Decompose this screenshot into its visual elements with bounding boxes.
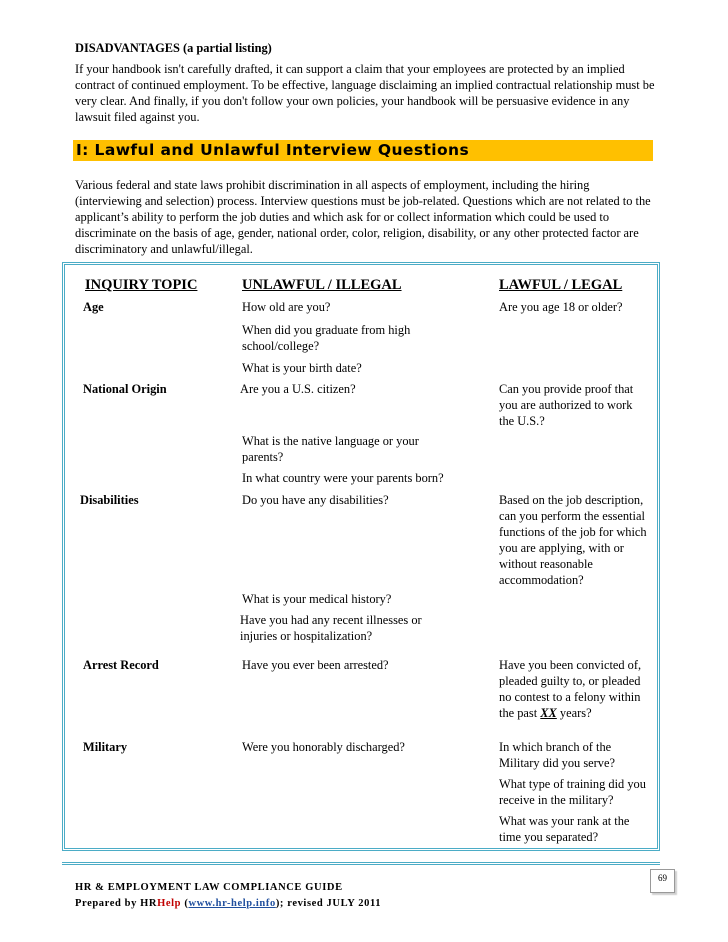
military-unlawful-1: Were you honorably discharged? [242, 740, 405, 754]
national-origin-lawful-1: Can you provide proof that you are authorized to work the U.S.? [499, 382, 634, 428]
header-unlawful: UNLAWFUL / ILLEGAL [242, 277, 402, 293]
arrest-record-lawful-1: Have you been convicted of, pleaded guilty to, or pleaded no contest to a felony within the past XX years? [499, 658, 642, 720]
footer-website-link[interactable]: www.hr-help.info [188, 898, 276, 909]
page-number: 69 [658, 873, 667, 883]
topic-national-origin: National Origin [83, 382, 167, 396]
age-unlawful-3: What is your birth date? [242, 361, 362, 375]
disabilities-unlawful-3: Have you had any recent illnesses or injuries or hospitalization? [240, 613, 422, 643]
section-banner [73, 140, 653, 161]
disabilities-lawful-1: Based on the job description, can you perform the essential functions of the job for which you are applying, with or without reasonable accommodation? [499, 493, 647, 587]
header-inquiry-topic: INQUIRY TOPIC [85, 277, 198, 293]
military-lawful-1: In which branch of the Military did you serve? [499, 740, 615, 770]
national-origin-unlawful-2: What is the native language or your parents? [242, 434, 419, 464]
topic-military: Military [83, 740, 128, 754]
disadvantages-body: If your handbook isn't carefully drafted, it can support a claim that your employees are protected by an implied contract of continued employment. To be effective, language disclaiming an implied contractual relationship must be very clear. And finally, if you don't follow your own policies, your handbook will be persuasive evidence in any lawsuit filed against you. [75, 62, 655, 124]
header-lawful: LAWFUL / LEGAL [499, 277, 623, 293]
topic-arrest-record: Arrest Record [83, 658, 159, 672]
topic-age: Age [83, 300, 104, 314]
national-origin-unlawful-1: Are you a U.S. citizen? [240, 382, 356, 396]
arrest-record-unlawful-1: Have you ever been arrested? [242, 658, 389, 672]
topic-disabilities: Disabilities [80, 493, 139, 507]
intro-paragraph: Various federal and state laws prohibit discrimination in all aspects of employment, including the hiring (interviewing and selection) process. Interview questions must be job-related. Questions which are not related to the applicant’s ability to perform the job duties and which ask for or collect information which could be used to discriminate on the basis of age, gender, national order, color, religion, disability, or any other protected factor are discriminatory and unlawful/illegal. [75, 178, 651, 256]
section-title: I: Lawful and Unlawful Interview Questions [76, 141, 470, 159]
page-number-box [650, 869, 675, 893]
footer-help-brand: Help [157, 898, 182, 909]
footer-prepared-by: Prepared by HRHelp (www.hr-help.info); revised JULY 2011 [75, 898, 382, 909]
age-unlawful-1: How old are you? [242, 300, 331, 314]
military-lawful-2: What type of training did you receive in the military? [499, 777, 646, 807]
national-origin-unlawful-3: In what country were your parents born? [242, 471, 444, 485]
age-unlawful-2: When did you graduate from high school/college? [242, 323, 411, 353]
disadvantages-heading: DISADVANTAGES (a partial listing) [75, 41, 272, 55]
military-lawful-3: What was your rank at the time you separated? [499, 814, 630, 844]
disabilities-unlawful-2: What is your medical history? [242, 592, 392, 606]
disabilities-unlawful-1: Do you have any disabilities? [242, 493, 389, 507]
footer-guide-title: HR & EMPLOYMENT LAW COMPLIANCE GUIDE [75, 882, 343, 893]
age-lawful-1: Are you age 18 or older? [499, 300, 623, 314]
